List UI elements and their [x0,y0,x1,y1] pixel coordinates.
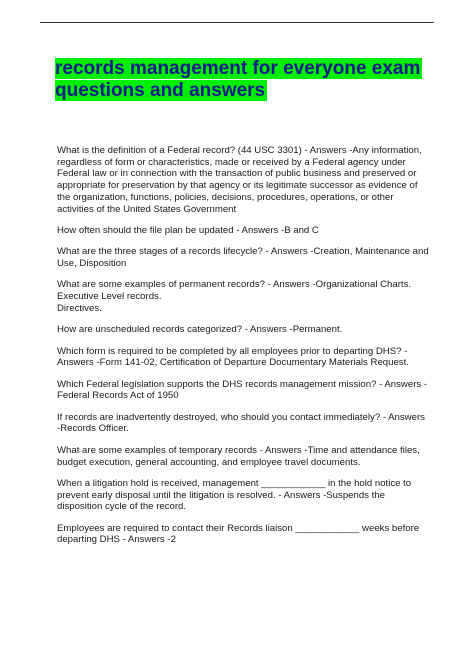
qa-item [57,478,429,513]
qa-item [57,523,429,546]
qa-item [57,379,429,402]
qa-line: departing DHS - Answers -2 [57,534,176,546]
qa-line: disposition cycle of the record. [57,501,187,513]
title-line: questions and answers [55,80,266,101]
qa-item [57,445,429,468]
qa-line: How often should the file plan be updated - Answers -B and C [57,224,319,236]
qa-line: Federal Records Act of 1950 [57,390,179,402]
qa-line: regardless of form or characteristics, made or received by a Federal agency under [57,156,406,168]
qa-line: Federal law or in connection with the transaction of public business and preserved or [57,168,417,180]
qa-item [57,246,429,269]
top-divider [40,22,434,23]
qa-item [57,225,429,237]
qa-line: Executive Level records. [57,291,162,303]
qa-line: Which form is required to be completed by all employees prior to departing DHS? - [57,345,408,357]
qa-line: budget execution, general accounting, and employee travel documents. [57,456,361,468]
qa-line: activities of the United States Government [57,203,237,215]
qa-line: What are the three stages of a records lifecycle? - Answers -Creation, Maintenance and [57,246,429,258]
qa-line: -Records Officer. [57,423,129,435]
qa-item [57,346,429,369]
qa-line: Which Federal legislation supports the DHS records management mission? - Answers - [57,378,428,390]
qa-line: What are some examples of permanent records? - Answers -Organizational Charts. [57,279,412,291]
qa-item [57,324,429,336]
qa-line: prevent early disposal until the litigation is resolved. - Answers -Suspends the [57,489,385,501]
qa-item [57,279,429,314]
qa-line: appropriate for preservation by that agency or its legitimate successor as evidence of [57,180,418,192]
qa-line: Use, Disposition [57,258,127,269]
qa-item [57,145,429,215]
qa-line: If records are inadvertently destroyed, who should you contact immediately? - Answers [57,411,425,423]
qa-item [57,412,429,435]
qa-line: Directives. [57,302,102,314]
document-title [55,58,425,102]
qa-line: What are some examples of temporary records - Answers -Time and attendance files, [57,444,420,456]
qa-line: How are unscheduled records categorized? - Answers -Permanent. [57,324,343,336]
qa-list [57,145,429,556]
qa-line: What is the definition of a Federal record? (44 USC 3301) - Answers -Any information, [57,145,422,156]
qa-line: the organization, functions, policies, decisions, procedures, operations, or other [57,191,394,203]
qa-line: When a litigation hold is received, management ____________ in the hold notice to [57,477,412,489]
qa-line: Employees are required to contact their Records liaison ____________ weeks before [57,522,420,534]
title-line: records management for everyone exam [55,58,421,79]
qa-line: Answers -Form 141-02, Certification of Departure Documentary Materials Request. [57,357,409,369]
